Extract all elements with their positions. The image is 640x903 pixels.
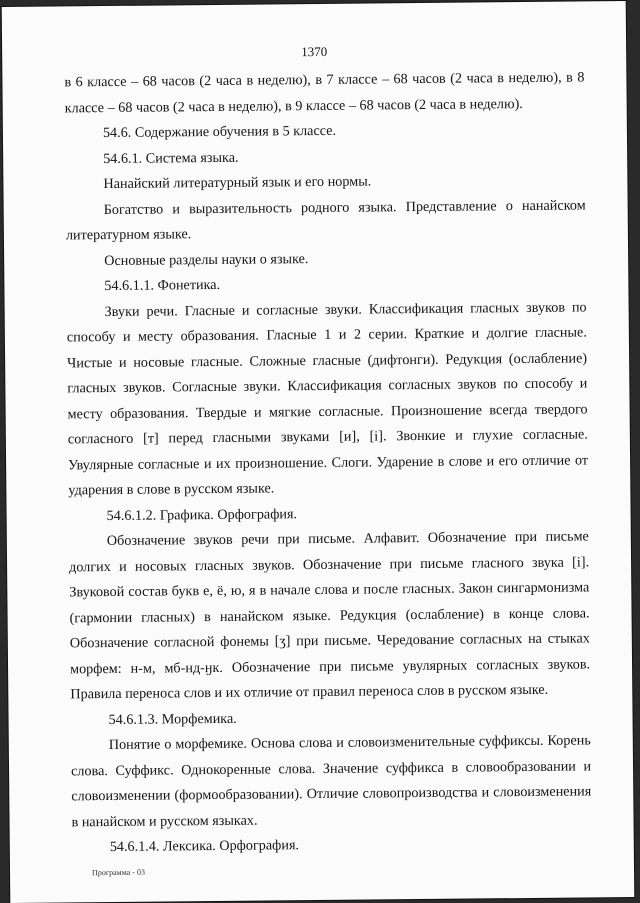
heading-language-system: 54.6.1. Система языка. [103,149,239,167]
heading-lexicon: 54.6.1.4. Лексика. Орфография. [109,837,300,856]
heading-phonetics: 54.6.1.1. Фонетика. [104,276,221,295]
heading-5-class-content: 54.6. Содержание обучения в 5 классе. [102,122,337,142]
paragraph-main-sections: Основные разделы науки о языке. [104,250,309,269]
document-page [2,1,635,903]
heading-graphics: 54.6.1.2. Графика. Орфография. [106,505,298,524]
paragraph-literary-language: Нанайский литературный язык и его нормы. [103,173,372,193]
paragraph-hours: в 6 классе – 68 часов (2 часа в неделю), в 7 классе – 68 часов (2 часа в неделю), в 8 классе – 68 часов (2 часа в неделю), в 9 классе – 68 часов (2 часа в неделю). [64,69,585,116]
document-body [64,65,592,860]
heading-morphemics: 54.6.1.3. Морфемика. [108,710,237,728]
paragraph-graphics: Обозначение звуков речи при письме. Алфавит. Обозначение при письме долгих и носовых гласных звуков. Обозначение при письме гласного звука [i]. Звуковой состав букв е, ё, ю, я в начале слова и после гласных. Закон сингармонизма (гармонии гласных) в нанайском языке. Редукция (ослабление) в конце слова. Обозначение согласной фонемы [ʒ] при письме. Чередование согласных на стыках морфем: н-м, мб-нд-ӈк. Обозначение при письме увулярных согласных звуков. Правила переноса слов и их отличие от правил переноса слов в русском языке. [69,528,591,703]
page-number: 1370 [301,43,328,60]
paragraph-phonetics: Звуки речи. Гласные и согласные звуки. Классификация гласных звуков по способу и месту образования. Гласные 1 и 2 серии. Краткие и долгие гласные. Чистые и носовые гласные. Сложные гласные (дифтонги). Редукция (ослабление) гласных звуков. Согласные звуки. Классификация согласных звуков по способу и месту образования. Твердые и мягкие согласные. Произношение всегда твердого согласного [т] перед гласными звуками [и], [i]. Звонкие и глухие согласные. Увулярные согласные и их произношение. Слоги. Ударение в слове и его отличие от ударения в слове в русском языке. [66,298,589,499]
paragraph-richness: Богатство и выразительность родного языка. Представление о нанайском литературном языке. [65,196,586,244]
footer-label: Программа - 03 [91,867,145,878]
paragraph-morphemics: Понятие о морфемике. Основа слова и словоизменительные суффиксы. Корень слова. Суффикс. Однокоренные слова. Значение суффикса в словообразовании и словоизменении (формообразовании). Отличие словопроизводства и словоизменения в нанайском и русском языках. [70,732,592,830]
